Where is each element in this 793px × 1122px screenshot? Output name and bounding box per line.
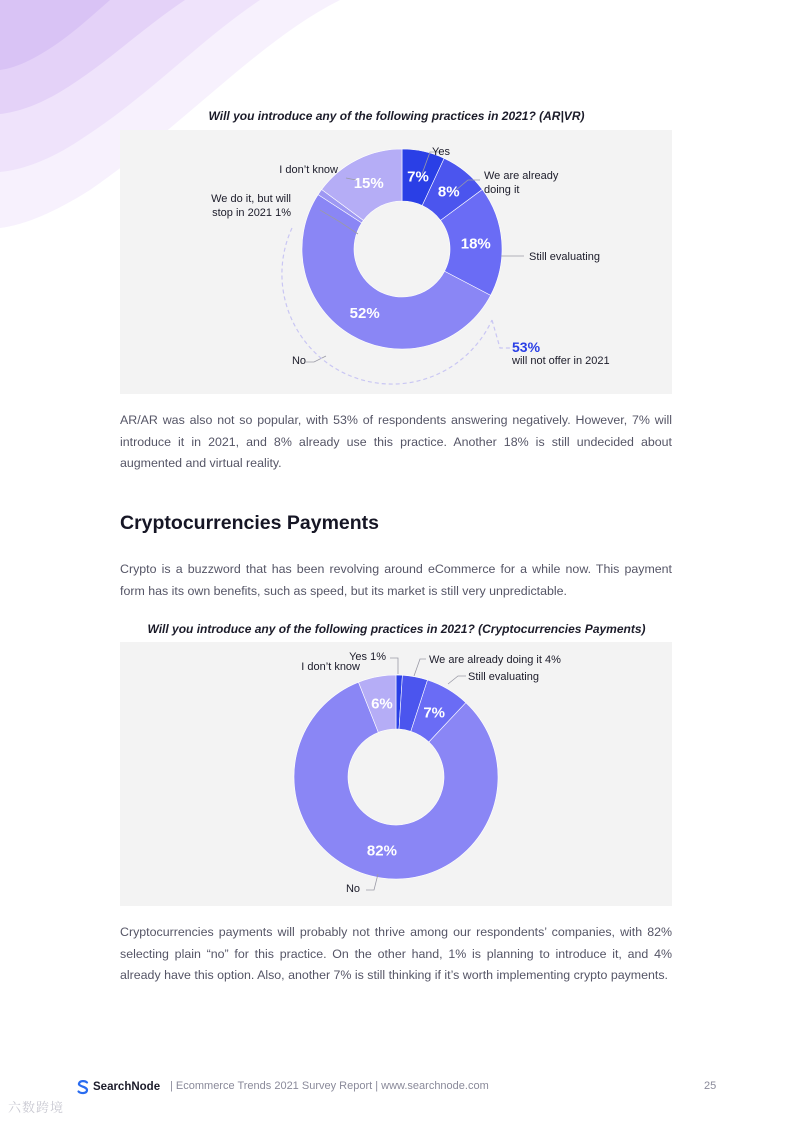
- label-already: We are already doing it 4%: [429, 654, 561, 666]
- chart-title-crypto: Will you introduce any of the following practices in 2021? (Cryptocurrencies Payments): [147, 622, 646, 636]
- searchnode-logo-icon: [76, 1079, 90, 1095]
- slice-value-label: 7%: [407, 168, 429, 186]
- highlight-value: 53%: [512, 339, 541, 355]
- label-evaluating: Still evaluating: [468, 671, 539, 683]
- label-yes: Yes: [432, 146, 450, 158]
- paragraph-arvr: AR/AR was also not so popular, with 53% of respondents answering negatively. However, 7% will introduce it in 2021, and 8% already use this practice. Another 18% is still undecided about augmented and virtual reality.: [120, 413, 672, 470]
- label-dont-know: I don’t know: [301, 661, 360, 673]
- paragraph-crypto-summary: Cryptocurrencies payments will probably not thrive among our respondents’ companies, with 82% selecting plain “no” for this practice. On the other hand, 1% is planning to introduce it, and 4% already have this option. Also, another 7% is still thinking if it’s worth implementing crypto payments.: [120, 925, 672, 982]
- slice-value-label: 6%: [371, 695, 393, 713]
- highlight-text: will not offer in 2021: [512, 355, 610, 367]
- slice-value-label: 18%: [460, 235, 491, 253]
- page-footer: [0, 1079, 793, 1097]
- donut-chart-arvr: [120, 130, 672, 394]
- label-no: No: [345, 883, 360, 895]
- brand: [76, 1079, 160, 1095]
- brand-name: SearchNode: [93, 1081, 161, 1093]
- label-no: No: [291, 355, 306, 367]
- paragraph-crypto-intro: Crypto is a buzzword that has been revolving around eCommerce for a while now. This payment form has its own benefits, such as speed, but its market is still very unpredictable.: [120, 562, 672, 598]
- chart-panel-crypto: [120, 642, 672, 906]
- label-yes: Yes 1%: [349, 651, 386, 663]
- slice-value-label: 82%: [366, 842, 397, 860]
- label-already-2: doing it: [484, 184, 520, 196]
- chart-panel-arvr: [120, 130, 672, 394]
- page-number: 25: [704, 1080, 717, 1092]
- slice-value-label: 7%: [423, 704, 446, 722]
- slice-value-label: 52%: [349, 304, 380, 322]
- slice-value-label: 15%: [353, 174, 384, 192]
- slice-value-label: 8%: [437, 183, 460, 201]
- label-evaluating: Still evaluating: [529, 251, 600, 263]
- label-stop-1: We do it, but will: [211, 193, 291, 205]
- chart-title-arvr: Will you introduce any of the following practices in 2021? (AR|VR): [208, 109, 585, 123]
- label-stop-2: stop in 2021 1%: [212, 207, 291, 219]
- watermark: 六数跨境: [8, 1100, 65, 1115]
- label-dont-know: I don’t know: [279, 164, 338, 176]
- label-already-1: We are already: [484, 170, 559, 182]
- donut-chart-crypto: [120, 642, 672, 906]
- footer-text: | Ecommerce Trends 2021 Survey Report | www.searchnode.com: [170, 1080, 489, 1092]
- section-heading: Cryptocurrencies Payments: [120, 512, 380, 534]
